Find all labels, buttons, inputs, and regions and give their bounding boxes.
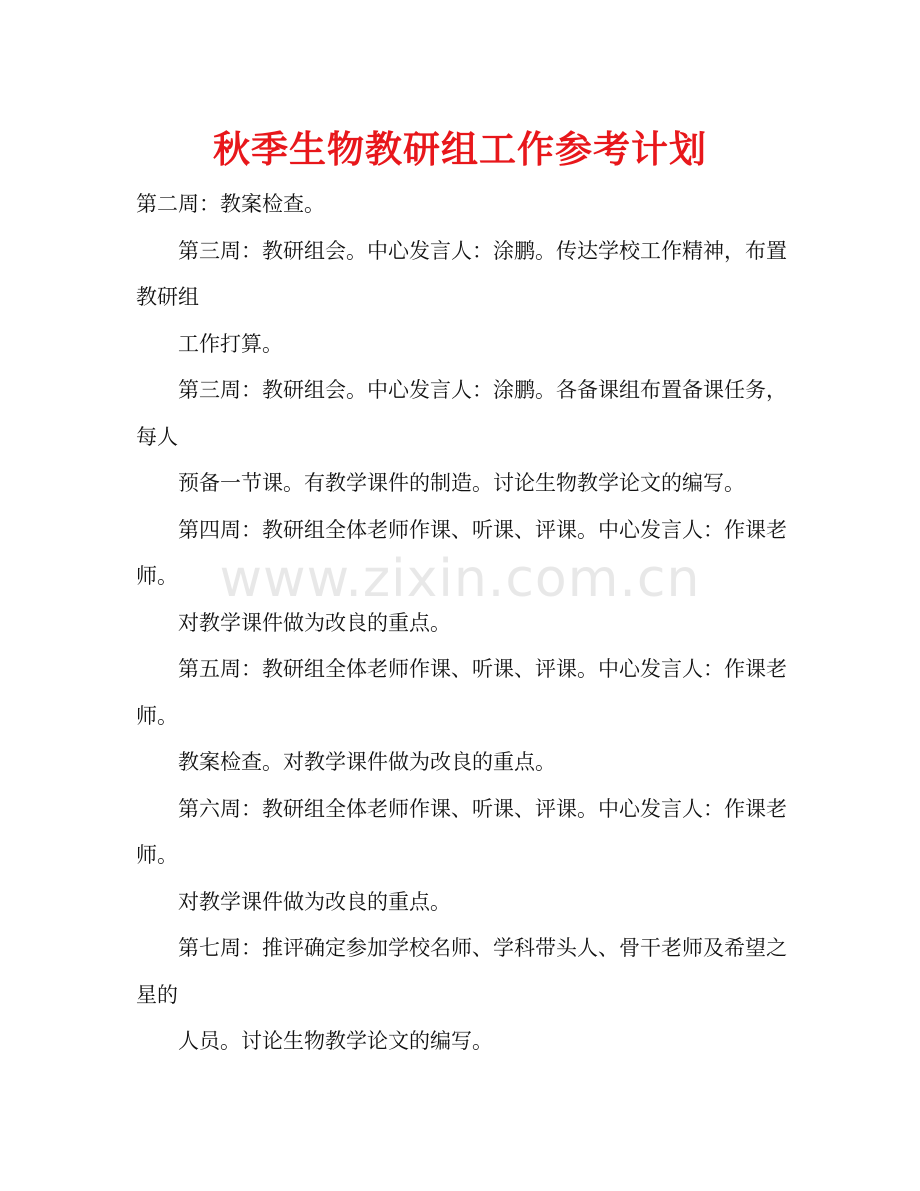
paragraph-line: 第五周：教研组全体老师作课、听课、评课。中心发言人：作课老 (178, 657, 787, 681)
watermark: www.zixin.com.cn (219, 549, 701, 609)
paragraph-line: 对教学课件做为改良的重点。 (178, 889, 451, 914)
paragraph-line: 师。 (136, 843, 178, 867)
paragraph-line: 人员。讨论生物教学论文的编写。 (178, 1029, 493, 1053)
document-body (136, 181, 788, 1065)
paragraph-line: 教研组 (136, 285, 199, 309)
paragraph-line: 预备一节课。有教学课件的制造。讨论生物教学论文的编写。 (178, 471, 745, 495)
document-title: 秋季生物教研组工作参考计划 (213, 128, 707, 171)
paragraph-line: 星的 (136, 982, 178, 1007)
paragraph-line: 第二周：教案检查。 (136, 192, 325, 216)
paragraph-line: 第三周：教研组会。中心发言人：涂鹏。传达学校工作精神，布置 (178, 238, 787, 263)
paragraph-line: 对教学课件做为改良的重点。 (178, 610, 451, 635)
paragraph-line: 第四周：教研组全体老师作课、听课、评课。中心发言人：作课老 (178, 517, 787, 542)
paragraph-line: 师。 (136, 564, 178, 588)
paragraph-line: 师。 (136, 703, 178, 728)
paragraph-line: 第六周：教研组全体老师作课、听课、评课。中心发言人：作课老 (178, 796, 787, 821)
paragraph-line: 教案检查。对教学课件做为改良的重点。 (178, 750, 556, 774)
paragraph-line: 第七周：推评确定参加学校名师、学科带头人、骨干老师及希望之 (178, 936, 787, 960)
paragraph-line: 每人 (136, 424, 178, 449)
paragraph-line: 工作打算。 (178, 331, 283, 356)
paragraph-line: 第三周：教研组会。中心发言人：涂鹏。各备课组布置备课任务， (178, 378, 787, 402)
